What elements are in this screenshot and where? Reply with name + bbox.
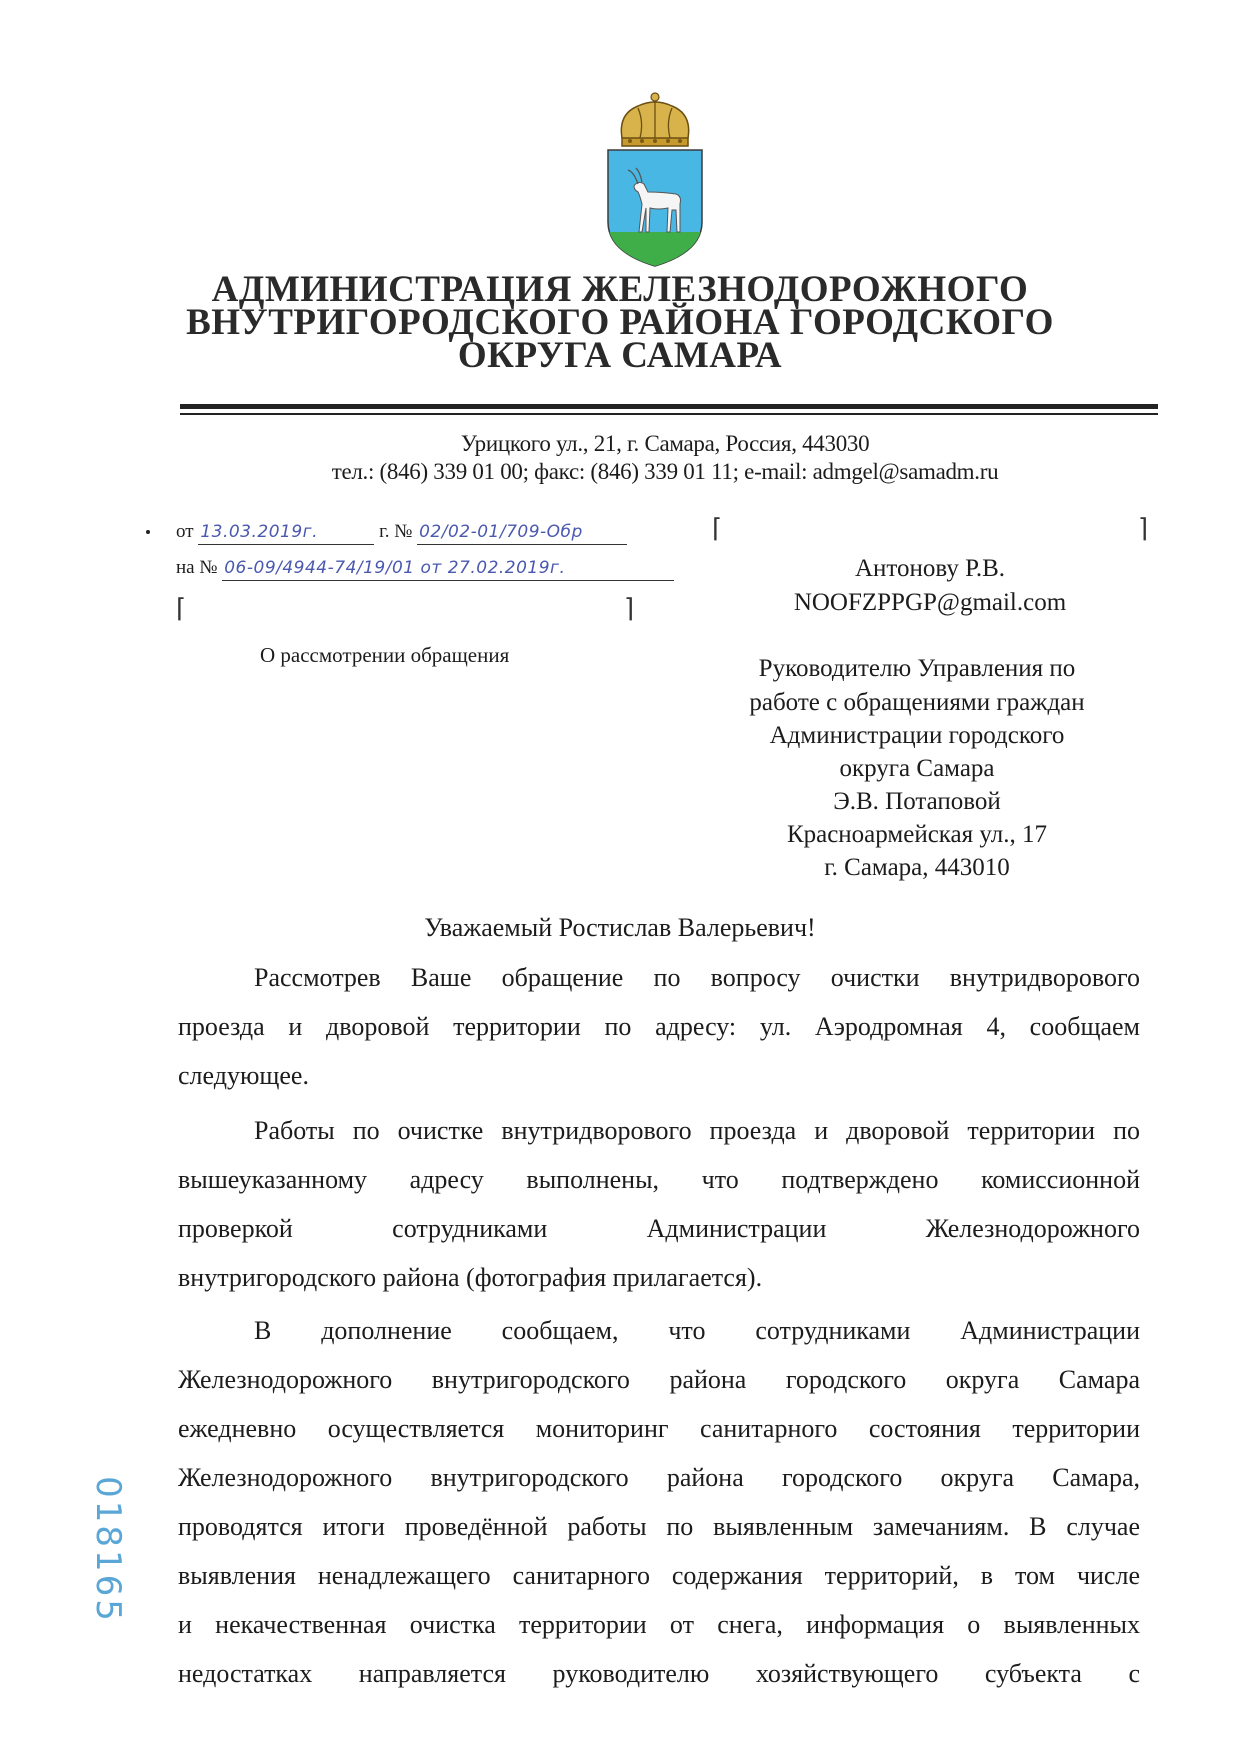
body-line: недостатках направляется руководителю хозяйствующего субъекта с (178, 1659, 1140, 1688)
bracket-left-open: ⌈ (176, 594, 187, 624)
org-address: Урицкого ул., 21, г. Самара, Россия, 443030 (460, 431, 870, 456)
letter-subject: О рассмотрении обращения (260, 643, 510, 667)
body-line: проводятся итоги проведённой работы по выявленным замечаниям. В случае (178, 1512, 1140, 1541)
addressee-line-9: г. Самара, 443010 (824, 854, 1010, 881)
body-line: следующее. (178, 1061, 309, 1090)
org-name-line-2: ВНУТРИГОРОДСКОГО РАЙОНА ГОРОДСКОГО (186, 302, 1054, 343)
body-line: Работы по очистке внутридворового проезда и дворовой территории по (254, 1116, 1140, 1145)
addressee-line-7: Э.В. Потаповой (833, 788, 1001, 815)
bracket-right-close: ⌉ (1138, 514, 1149, 544)
salutation: Уважаемый Ростислав Валерьевич! (424, 913, 816, 942)
org-contacts: тел.: (846) 339 01 00; факс: (846) 339 01 11; e-mail: admgel@samadm.ru (331, 459, 999, 484)
coat-of-arms-emblem (600, 92, 710, 268)
crown-icon (621, 93, 688, 146)
reg-from-row (176, 520, 627, 545)
incoming-stamp-number (78, 1470, 138, 1630)
reg-number-label: г. № (379, 521, 413, 542)
body-line: Рассмотрев Ваше обращение по вопросу очистки внутридворового (254, 963, 1140, 992)
addressee-line-4: работе с обращениями граждан (749, 689, 1085, 716)
shield-icon (600, 150, 710, 268)
addressee-line-6: округа Самара (839, 755, 995, 782)
reg-ref-label: на № (176, 557, 218, 578)
body-line: проверкой сотрудниками Администрации Железнодорожного (178, 1214, 1140, 1243)
org-name-line-3: ОКРУГА САМАРА (457, 335, 783, 376)
stamp-number-text: 018165 (88, 1476, 128, 1624)
margin-dot (146, 530, 150, 534)
addressee-line-3: Руководителю Управления по (758, 655, 1076, 682)
addressee-line-8: Красноармейская ул., 17 (786, 821, 1048, 848)
reg-from-date: 13.03.2019г. (198, 520, 374, 545)
reg-ref-value: 06-09/4944-74/19/01 от 27.02.2019г. (222, 556, 674, 581)
reg-from-label: от (176, 521, 194, 542)
body-line: выявления ненадлежащего санитарного содержания территорий, в том числе (178, 1561, 1140, 1590)
body-line: внутригородского района (фотография прилагается). (178, 1263, 763, 1292)
body-line: В дополнение сообщаем, что сотрудниками Администрации (254, 1316, 1140, 1345)
reg-number: 02/02-01/709-Обр (417, 520, 627, 545)
body-line: ежедневно осуществляется мониторинг санитарного состояния территории (178, 1414, 1140, 1443)
body-line: Железнодорожного внутригородского района городского округа Самара (178, 1365, 1140, 1394)
header-divider-thin (180, 413, 1158, 415)
bracket-left-close: ⌉ (624, 594, 635, 624)
addressee-email: NOOFZPPGP@gmail.com (793, 589, 1067, 616)
body-line: вышеуказанному адресу выполнены, что подтверждено комиссионной (178, 1165, 1140, 1194)
header-divider-thick (180, 404, 1158, 409)
body-line: Железнодорожного внутригородского района городского округа Самара, (178, 1463, 1140, 1492)
org-name-line-1: АДМИНИСТРАЦИЯ ЖЕЛЕЗНОДОРОЖНОГО (211, 269, 1029, 310)
addressee-name: Антонову Р.В. (854, 555, 1006, 582)
body-line: и некачественная очистка территории от снега, информация о выявленных (178, 1610, 1140, 1639)
bracket-right-open: ⌈ (712, 514, 723, 544)
reg-ref-row (176, 556, 674, 581)
addressee-line-5: Администрации городского (769, 722, 1065, 749)
body-line: проезда и дворовой территории по адресу: ул. Аэродромная 4, сообщаем (178, 1012, 1140, 1041)
